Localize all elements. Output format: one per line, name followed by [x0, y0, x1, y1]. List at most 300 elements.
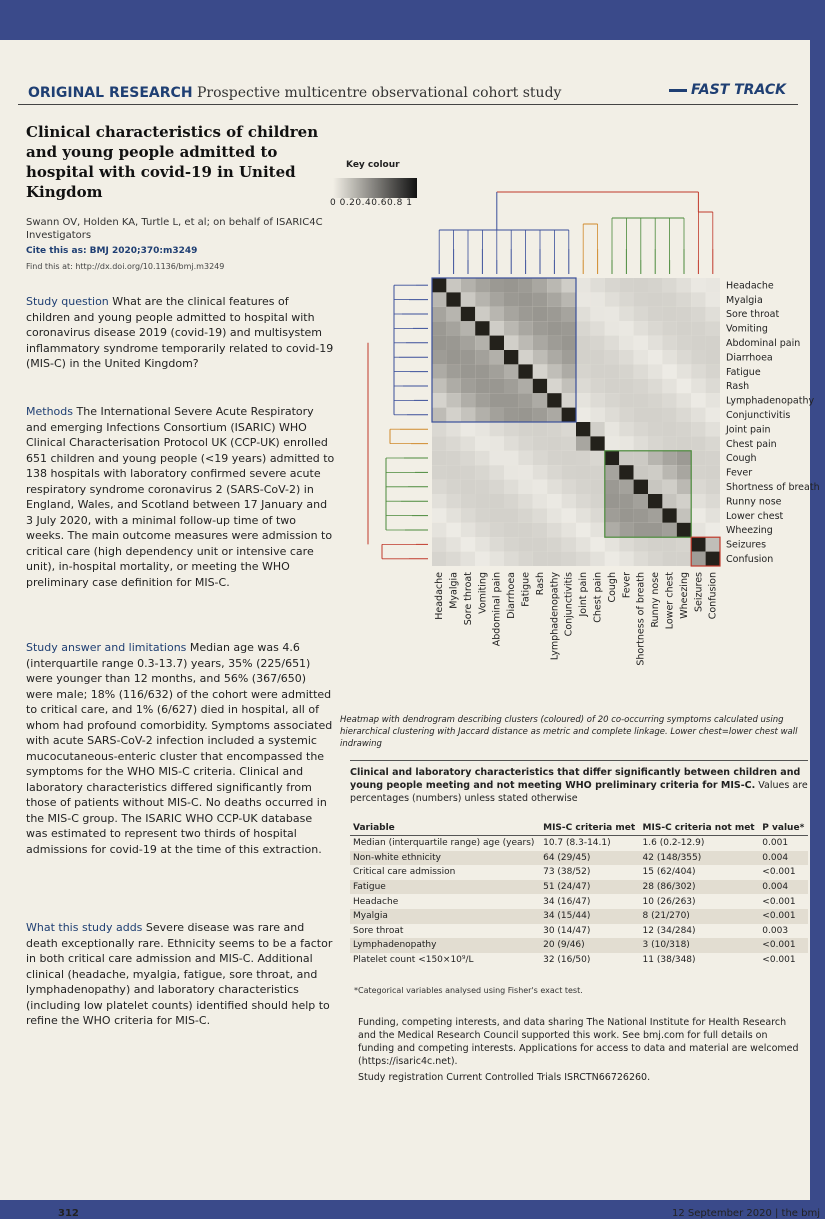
- heatmap-cell: [461, 307, 475, 321]
- heatmap-cell: [576, 336, 590, 350]
- heatmap-cell: [619, 523, 633, 537]
- heatmap-cell: [432, 350, 446, 364]
- heatmap-cell: [662, 350, 676, 364]
- heatmap-cell: [706, 278, 720, 292]
- table-cell: 12 (34/284): [642, 925, 696, 936]
- header-rule: [18, 104, 798, 105]
- heatmap-cell: [446, 436, 460, 450]
- heatmap-cell: [706, 508, 720, 522]
- heatmap-cell: [547, 379, 561, 393]
- issue-date: 12 September 2020 | the bmj: [672, 1208, 820, 1219]
- heatmap-cell: [634, 552, 648, 566]
- heatmap-cell: [576, 494, 590, 508]
- heatmap-cell: [605, 379, 619, 393]
- table-cell: 51 (24/47): [540, 880, 639, 895]
- heatmap-cell: [619, 307, 633, 321]
- heatmap-cell: [576, 552, 590, 566]
- heatmap-cell: [576, 379, 590, 393]
- table-title-main: Clinical and laboratory characteristics that differ significantly between children and young people meeting and not meeting WHO preliminary criteria for MIS-C.: [350, 767, 801, 791]
- heatmap-cell: [547, 292, 561, 306]
- heatmap-cell: [605, 307, 619, 321]
- heatmap-cell: [576, 537, 590, 551]
- study-adds: [26, 920, 336, 1029]
- heatmap-cell: [533, 350, 547, 364]
- row-label: Fatigue: [726, 366, 761, 378]
- heatmap-cell: [432, 508, 446, 522]
- heatmap-cell: [490, 436, 504, 450]
- heatmap-cell: [662, 451, 676, 465]
- heatmap-cell: [461, 393, 475, 407]
- row-label: Headache: [726, 280, 774, 292]
- heatmap-cell: [446, 508, 460, 522]
- table-cell: Myalgia: [350, 909, 540, 924]
- heatmap-cell: [590, 307, 604, 321]
- heatmap-cell: [518, 364, 532, 378]
- heatmap-cell: [634, 336, 648, 350]
- heatmap-cell: [504, 508, 518, 522]
- heatmap-cell: [547, 336, 561, 350]
- heatmap-cell: [446, 321, 460, 335]
- heatmap-cell: [677, 393, 691, 407]
- heatmap-cell: [590, 422, 604, 436]
- heatmap-cell: [634, 350, 648, 364]
- registration-text: Current Controlled Trials ISRCTN66726260.: [443, 1072, 651, 1083]
- table-row: [350, 938, 808, 953]
- table-row: [350, 953, 808, 968]
- funding-text: The National Institute for Health Research and the Medical Research Council supported this work. See bmj.com for full details on funding and competing interests. Applications for access to data and material are welcomed (https://isaric4c.net).: [358, 1017, 799, 1067]
- row-label: Lymphadenopathy: [726, 395, 815, 407]
- heatmap-cell: [619, 436, 633, 450]
- heatmap-cell: [605, 393, 619, 407]
- fast-track-badge: [669, 82, 786, 98]
- heatmap-cell: [533, 465, 547, 479]
- heatmap-cell: [677, 480, 691, 494]
- funding-statement: [358, 1016, 806, 1068]
- heatmap-cell: [605, 422, 619, 436]
- row-label: Joint pain: [726, 424, 771, 436]
- heatmap-cell: [475, 523, 489, 537]
- heatmap-cell: [706, 336, 720, 350]
- column-label: Diarrhoea: [506, 572, 518, 619]
- heatmap-cell: [605, 480, 619, 494]
- table-cell: Critical care admission: [353, 867, 456, 878]
- heatmap-cell: [662, 508, 676, 522]
- heatmap-cell: [461, 292, 475, 306]
- heatmap-cell: [533, 451, 547, 465]
- heatmap-cell: [533, 278, 547, 292]
- column-label: Headache: [434, 572, 446, 620]
- row-label: Runny nose: [726, 496, 782, 508]
- heatmap-cell: [590, 350, 604, 364]
- heatmap-cell: [648, 451, 662, 465]
- author-list: Swann OV, Holden KA, Turtle L, et al; on behalf of ISARIC4C Investigators: [26, 217, 323, 241]
- fast-track-arrow-icon: [669, 89, 687, 92]
- heatmap-cell: [562, 508, 576, 522]
- heatmap-cell: [446, 307, 460, 321]
- heatmap-cell: [533, 321, 547, 335]
- heatmap-cell: [475, 292, 489, 306]
- heatmap-cell: [518, 465, 532, 479]
- heatmap-cell: [619, 480, 633, 494]
- heatmap-cell: [662, 465, 676, 479]
- heatmap-cell: [504, 552, 518, 566]
- heatmap-cell: [547, 494, 561, 508]
- column-label: Cough: [606, 572, 618, 603]
- heatmap-cell: [576, 422, 590, 436]
- heatmap-cell: [619, 408, 633, 422]
- column-label: Fever: [621, 572, 633, 599]
- heatmap-cell: [648, 321, 662, 335]
- heatmap-cell: [605, 494, 619, 508]
- heatmap-cell: [547, 307, 561, 321]
- row-label: Conjunctivitis: [726, 409, 791, 421]
- table-title: [350, 766, 812, 805]
- heatmap-cell: [475, 278, 489, 292]
- heatmap-cell: [677, 321, 691, 335]
- heatmap-cell: [648, 494, 662, 508]
- heatmap-cell: [677, 364, 691, 378]
- table-header-3: P value*: [759, 821, 808, 836]
- row-label: Rash: [726, 381, 750, 393]
- table-cell: 0.001: [762, 838, 789, 849]
- heatmap-cell: [634, 321, 648, 335]
- heatmap-cell: [504, 336, 518, 350]
- column-label: Sore throat: [462, 572, 474, 626]
- heatmap-cell: [576, 508, 590, 522]
- heatmap-cell: [648, 393, 662, 407]
- key-colour-ticks: 0 0.20.40.60.8 1: [330, 198, 413, 208]
- heatmap-cell: [475, 552, 489, 566]
- heatmap-cell: [562, 292, 576, 306]
- heatmap-cell: [461, 480, 475, 494]
- heatmap-cell: [446, 552, 460, 566]
- heatmap-cell: [562, 422, 576, 436]
- heatmap-cell: [432, 552, 446, 566]
- heatmap-cell: [677, 523, 691, 537]
- heatmap-cell: [533, 537, 547, 551]
- heatmap-cell: [562, 451, 576, 465]
- column-label: Lymphadenopathy: [549, 572, 561, 661]
- heatmap-cell: [490, 379, 504, 393]
- heatmap-cell: [619, 292, 633, 306]
- heatmap-cell: [634, 494, 648, 508]
- registration-heading: Study registration: [358, 1072, 444, 1083]
- heatmap-cell: [533, 292, 547, 306]
- study-answer: [26, 640, 336, 857]
- heatmap-cell: [518, 307, 532, 321]
- heatmap-cell: [634, 278, 648, 292]
- column-label: Lower chest: [664, 572, 676, 630]
- heatmap-cell: [446, 422, 460, 436]
- heatmap-cell: [706, 422, 720, 436]
- citation: Cite this as: BMJ 2020;370:m3249: [26, 246, 198, 256]
- study-question-heading: Study question: [26, 295, 109, 308]
- heatmap-cell: [691, 393, 705, 407]
- heatmap-cell: [706, 436, 720, 450]
- table-header-2: MIS-C criteria not met: [640, 821, 760, 836]
- heatmap-cell: [634, 364, 648, 378]
- key-colour-title: Key colour: [346, 160, 400, 170]
- heatmap-cell: [533, 336, 547, 350]
- heatmap-cell: [475, 350, 489, 364]
- heatmap-cell: [691, 350, 705, 364]
- heatmap-cell: [475, 451, 489, 465]
- methods-text: The International Severe Acute Respiratory and emerging Infections Consortium (ISARIC) WHO Clinical Characterisation Protocol UK (CCP-UK) enrolled 651 children and young people (<19 years) admitted to 138 hospitals with laboratory confirmed severe acute respiratory syndrome coronavirus 2 (SARS-CoV-2) in England, Wales, and Scotland between 17 January and 3 July 2020, with a minimal follow-up time of two weeks. The main outcome measures were admission to critical care (high dependency unit or intensive care unit), in-hospital mortality, or meeting the WHO preliminary case definition for MIS-C.: [26, 405, 335, 589]
- heatmap-cell: [634, 379, 648, 393]
- heatmap-cell: [605, 537, 619, 551]
- heatmap-cell: [605, 552, 619, 566]
- heatmap-cell: [648, 350, 662, 364]
- heatmap-cell: [619, 537, 633, 551]
- heatmap-cell: [446, 465, 460, 479]
- heatmap-cell: [691, 451, 705, 465]
- heatmap-cell: [461, 523, 475, 537]
- heatmap-cell: [518, 379, 532, 393]
- heatmap-cell: [605, 408, 619, 422]
- heatmap-cell: [634, 508, 648, 522]
- heatmap-cell: [662, 436, 676, 450]
- heatmap-cell: [619, 552, 633, 566]
- heatmap-cell: [648, 408, 662, 422]
- heatmap-cell: [562, 552, 576, 566]
- table-cell: Platelet count <150×10⁹/L: [353, 955, 474, 966]
- heatmap-cell: [461, 537, 475, 551]
- heatmap-cell: [576, 408, 590, 422]
- heatmap-cell: [504, 379, 518, 393]
- heatmap-cell: [691, 465, 705, 479]
- heatmap-cell: [432, 537, 446, 551]
- heatmap-cell: [518, 508, 532, 522]
- heatmap-cell: [648, 552, 662, 566]
- heatmap-cell: [691, 422, 705, 436]
- heatmap-cell: [605, 278, 619, 292]
- heatmap-cell: [648, 379, 662, 393]
- heatmap-cell: [562, 393, 576, 407]
- heatmap-cell: [461, 336, 475, 350]
- heatmap-cell: [590, 552, 604, 566]
- heatmap-cell: [547, 422, 561, 436]
- row-label: Cough: [726, 453, 757, 465]
- heatmap-cell: [518, 278, 532, 292]
- table-cell: <0.001: [762, 867, 796, 878]
- heatmap-cell: [504, 321, 518, 335]
- heatmap-cell: [590, 278, 604, 292]
- heatmap-cell: [446, 393, 460, 407]
- table-header-1: MIS-C criteria met: [540, 821, 639, 836]
- heatmap-cell: [504, 393, 518, 407]
- heatmap-cell: [475, 465, 489, 479]
- heatmap-cell: [432, 436, 446, 450]
- heatmap-cell: [547, 436, 561, 450]
- heatmap-cell: [475, 408, 489, 422]
- heatmap-cell: [677, 408, 691, 422]
- heatmap-cell: [662, 292, 676, 306]
- table-row: [350, 909, 808, 924]
- table-cell: 1.6 (0.2-12.9): [642, 838, 705, 849]
- column-label: Runny nose: [650, 572, 662, 628]
- heatmap-cell: [446, 292, 460, 306]
- heatmap-cell: [547, 523, 561, 537]
- row-label: Shortness of breath: [726, 481, 820, 493]
- heatmap-cell: [648, 292, 662, 306]
- heatmap-cell: [706, 379, 720, 393]
- table-row: [350, 894, 808, 909]
- heatmap-cell: [619, 508, 633, 522]
- heatmap-cell: [518, 480, 532, 494]
- heatmap-cell: [590, 480, 604, 494]
- heatmap-cell: [533, 552, 547, 566]
- heatmap-cell: [634, 451, 648, 465]
- heatmap-cell: [432, 480, 446, 494]
- heatmap-cell: [461, 422, 475, 436]
- table-cell: 0.004: [759, 880, 808, 895]
- study-registration: [358, 1072, 650, 1083]
- heatmap-cell: [475, 422, 489, 436]
- table-cell: 73 (38/52): [543, 867, 591, 878]
- heatmap-cell: [605, 292, 619, 306]
- heatmap-cell: [590, 393, 604, 407]
- heatmap-cell: [662, 480, 676, 494]
- heatmap-cell: [576, 451, 590, 465]
- table-row: [350, 924, 808, 939]
- heatmap-cell: [590, 537, 604, 551]
- table-cell: Lymphadenopathy: [350, 938, 540, 953]
- heatmap-cell: [677, 422, 691, 436]
- heatmap-cell: [461, 350, 475, 364]
- heatmap-cell: [634, 465, 648, 479]
- row-label: Wheezing: [726, 525, 773, 537]
- heatmap-cell: [706, 393, 720, 407]
- heatmap-cell: [547, 465, 561, 479]
- table-cell: 10.7 (8.3-14.1): [543, 838, 611, 849]
- heatmap-cell: [590, 508, 604, 522]
- heatmap-cell: [446, 278, 460, 292]
- heatmap-cell: [677, 494, 691, 508]
- heatmap-cell: [461, 465, 475, 479]
- table-cell: 34 (15/44): [540, 909, 639, 924]
- heatmap-cell: [619, 278, 633, 292]
- row-label: Sore throat: [726, 309, 780, 321]
- table-cell: 10 (26/263): [642, 896, 696, 907]
- row-label: Fever: [726, 467, 753, 479]
- heatmap-cell: [518, 552, 532, 566]
- heatmap-cell: [446, 379, 460, 393]
- heatmap-cell: [691, 480, 705, 494]
- table-header-row: [350, 821, 808, 836]
- heatmap-cell: [490, 408, 504, 422]
- heatmap-cell: [677, 552, 691, 566]
- heatmap-cell: [533, 436, 547, 450]
- heatmap-cell: [590, 408, 604, 422]
- heatmap-cell: [562, 480, 576, 494]
- heatmap-cell: [461, 494, 475, 508]
- table-row: [350, 851, 808, 866]
- heatmap-cell: [504, 278, 518, 292]
- heatmap-cell: [706, 408, 720, 422]
- heatmap-cell: [677, 307, 691, 321]
- heatmap-cell: [691, 307, 705, 321]
- heatmap-cell: [475, 379, 489, 393]
- heatmap-cell: [662, 393, 676, 407]
- heatmap-cell: [446, 350, 460, 364]
- heatmap-cell: [533, 408, 547, 422]
- heatmap-cell: [590, 292, 604, 306]
- heatmap-cell: [691, 523, 705, 537]
- heatmap-cell: [446, 494, 460, 508]
- heatmap-cell: [475, 336, 489, 350]
- heatmap-cell: [605, 451, 619, 465]
- heatmap-cell: [677, 278, 691, 292]
- heatmap-cell: [475, 364, 489, 378]
- heatmap-cell: [518, 292, 532, 306]
- column-label: Abdominal pain: [491, 572, 503, 647]
- heatmap-cell: [533, 422, 547, 436]
- heatmap-cell: [475, 508, 489, 522]
- heatmap-cell: [490, 278, 504, 292]
- row-label: Chest pain: [726, 438, 777, 450]
- article-title: Clinical characteristics of children and young people admitted to hospital with covid-19 in United Kingdom: [26, 123, 319, 201]
- heatmap-cell: [547, 364, 561, 378]
- symptom-heatmap: [346, 158, 820, 718]
- heatmap-cell: [576, 321, 590, 335]
- heatmap-cell: [605, 508, 619, 522]
- heatmap-cell: [634, 480, 648, 494]
- heatmap-cell: [562, 494, 576, 508]
- heatmap-cell: [605, 436, 619, 450]
- heatmap-cell: [518, 451, 532, 465]
- table-cell: Median (interquartile range) age (years): [353, 838, 535, 849]
- heatmap-cell: [461, 379, 475, 393]
- heatmap-cell: [662, 321, 676, 335]
- heatmap-cell: [648, 422, 662, 436]
- heatmap-cell: [706, 523, 720, 537]
- heatmap-cell: [576, 307, 590, 321]
- heatmap-cell: [475, 480, 489, 494]
- heatmap-cell: [691, 336, 705, 350]
- heatmap-cell: [490, 321, 504, 335]
- doi-link[interactable]: Find this at: http://dx.doi.org/10.1136/bmj.m3249: [26, 262, 225, 271]
- heatmap-cell: [634, 422, 648, 436]
- heatmap-cell: [662, 307, 676, 321]
- heatmap-cell: [518, 494, 532, 508]
- heatmap-cell: [634, 436, 648, 450]
- heatmap-cell: [691, 292, 705, 306]
- heatmap-cell: [432, 408, 446, 422]
- heatmap-cell: [432, 278, 446, 292]
- heatmap-cell: [662, 494, 676, 508]
- heatmap-cell: [490, 480, 504, 494]
- heatmap-cell: [562, 321, 576, 335]
- heatmap-cell: [504, 292, 518, 306]
- heatmap-cell: [432, 307, 446, 321]
- heatmap-cell: [446, 537, 460, 551]
- table-title-note: Values are percentages (numbers) unless stated otherwise: [350, 780, 808, 804]
- article-type-header: [28, 85, 561, 101]
- table-cell: Sore throat: [353, 925, 404, 936]
- heatmap-cell: [533, 364, 547, 378]
- table-cell: 15 (62/404): [642, 867, 696, 878]
- heatmap-cell: [691, 494, 705, 508]
- table-cell: Headache: [353, 896, 399, 907]
- heatmap-cell: [518, 436, 532, 450]
- heatmap-cell: [490, 307, 504, 321]
- heatmap-cell: [504, 537, 518, 551]
- heatmap-cell: [634, 408, 648, 422]
- heatmap-cell: [605, 321, 619, 335]
- table-top-rule: [350, 760, 808, 761]
- heatmap-cell: [562, 379, 576, 393]
- heatmap-cell: [432, 292, 446, 306]
